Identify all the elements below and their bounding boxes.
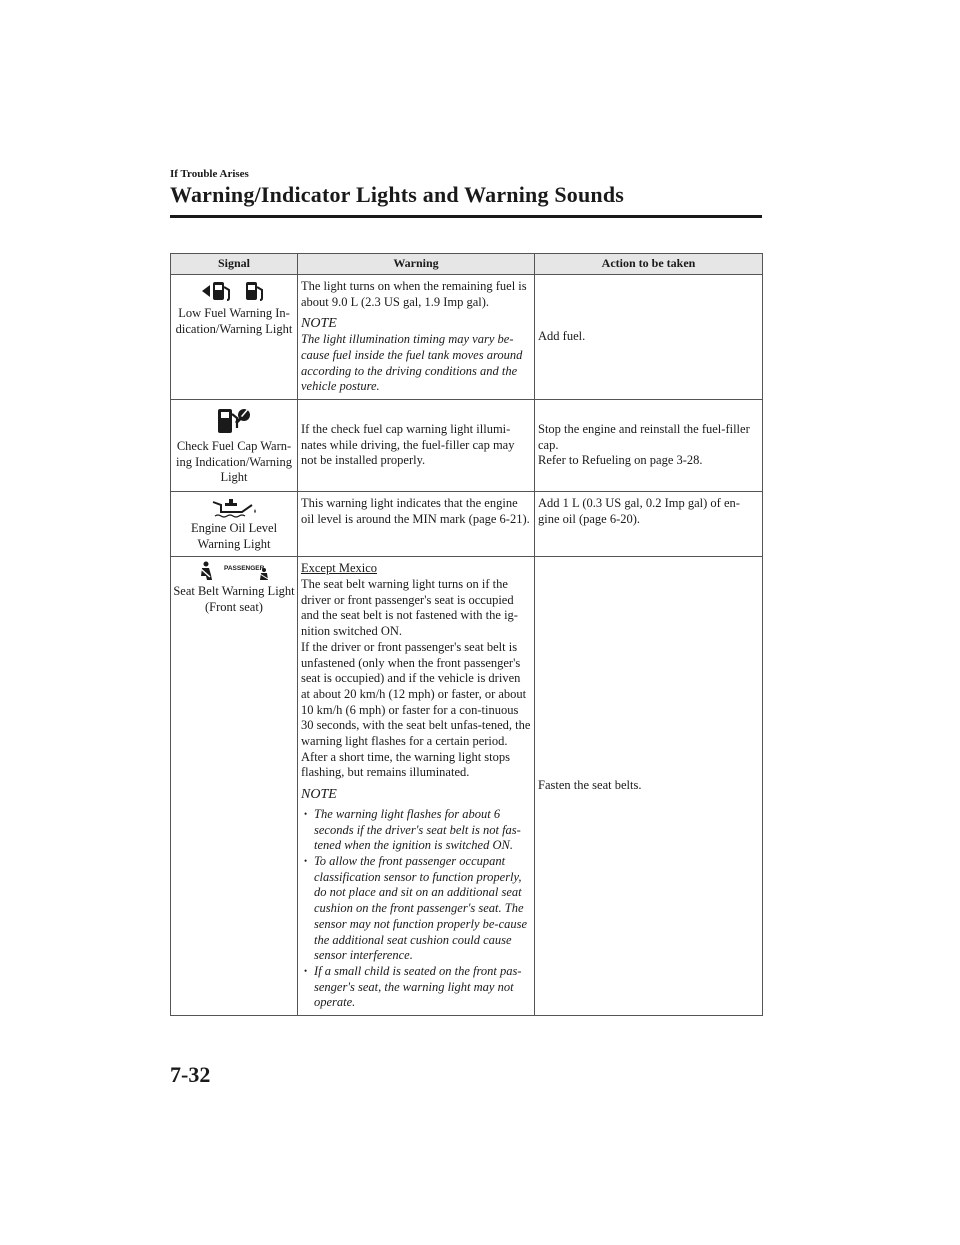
action-text: Fasten the seat belts.	[538, 778, 642, 793]
note-label: NOTE	[301, 787, 337, 803]
page-title: Warning/Indicator Lights and Warning Sounds	[170, 182, 625, 207]
table-row	[171, 399, 763, 491]
signal-cell	[171, 275, 298, 400]
page-number: 7-32	[170, 1062, 211, 1087]
section-label: If Trouble Arises	[170, 168, 249, 180]
low-fuel-arrow-icon	[202, 279, 232, 303]
action-text: Add 1 L (0.3 US gal, 0.2 Imp gal) of en-gine oil (page 6-20).	[538, 495, 740, 526]
action-cell	[535, 275, 763, 400]
signal-label: Engine Oil Level Warning Light	[190, 520, 278, 551]
note-item: • If a small child is seated on the front pas-senger's seat, the warning light may not operate.	[314, 964, 531, 1011]
signal-label: Low Fuel Warning In-dication/Warning Light	[175, 306, 293, 336]
note-item: • To allow the front passenger occupant classification sensor to function properly, do not place and sit on an additional seat cushion on the front passenger's seat. The sensor may not function properly be-cause the additional seat cushion could cause sensor interference.	[314, 854, 531, 964]
warning-cell	[298, 557, 535, 1016]
action-reference: Refer to Refueling on page 3-28.	[538, 453, 703, 468]
except-label: Except Mexico	[301, 561, 378, 576]
seat-belt-icon	[198, 561, 214, 581]
signal-cell	[171, 399, 298, 491]
warning-text: The light turns on when the remaining fuel is about 9.0 L (2.3 US gal, 1.9 Imp gal).	[301, 279, 527, 309]
fuel-pump-icon	[244, 279, 266, 303]
action-text: Stop the engine and reinstall the fuel-filler cap.	[538, 421, 750, 452]
warning-lights-table	[170, 253, 763, 1016]
table-row	[171, 491, 763, 556]
table-row	[171, 557, 763, 1016]
signal-label: Seat Belt Warning Light (Front seat)	[173, 584, 295, 615]
note-list	[301, 807, 531, 1011]
note-text: The light illumination timing may vary be-cause fuel inside the fuel tank moves around according to the driving conditions and the vehicle posture.	[301, 332, 523, 394]
action-cell	[535, 399, 763, 491]
action-cell	[535, 491, 763, 556]
note-label: NOTE	[301, 316, 337, 332]
passenger-icon-label: PASSENGER	[224, 565, 265, 573]
oil-can-icon	[210, 496, 258, 518]
action-text: Add fuel.	[538, 329, 586, 344]
warning-text: If the check fuel cap warning light illumi-nates while driving, the fuel-filler cap may not be installed properly.	[301, 421, 515, 468]
signal-cell	[171, 557, 298, 1016]
column-header-signal: Signal	[171, 254, 298, 275]
warning-text: This warning light indicates that the engine oil level is around the MIN mark (page 6-21).	[301, 495, 530, 526]
title-rule	[170, 215, 762, 218]
check-fuel-cap-icon	[214, 404, 254, 436]
table-header-row	[171, 254, 763, 275]
column-header-warning: Warning	[298, 254, 535, 275]
signal-cell	[171, 491, 298, 556]
column-header-action: Action to be taken	[535, 254, 763, 275]
warning-text: The seat belt warning light turns on if the driver or front passenger's seat is occupied and the seat belt is not fastened with the ig-nition switched ON.	[301, 577, 518, 639]
warning-cell	[298, 491, 535, 556]
warning-cell	[298, 399, 535, 491]
action-cell	[535, 557, 763, 1016]
table-row	[171, 275, 763, 400]
warning-cell	[298, 275, 535, 400]
warning-text: If the driver or front passenger's seat belt is unfastened (only when the front passenger's seat is occupied) and if the vehicle is driven at about 20 km/h (12 mph) or faster, or about 10 km/h (6 mph) or faster for a con-tinuous 30 seconds, with the seat belt unfas-tened, the warning light flashes for a certain period. After a short time, the warning light stops flashing, but remains illuminated.	[301, 639, 531, 780]
note-item: • The warning light flashes for about 6 seconds if the driver's seat belt is not fas-tened when the ignition is switched ON.	[314, 807, 531, 854]
signal-label: Check Fuel Cap Warn-ing Indication/Warning Light	[176, 438, 292, 485]
